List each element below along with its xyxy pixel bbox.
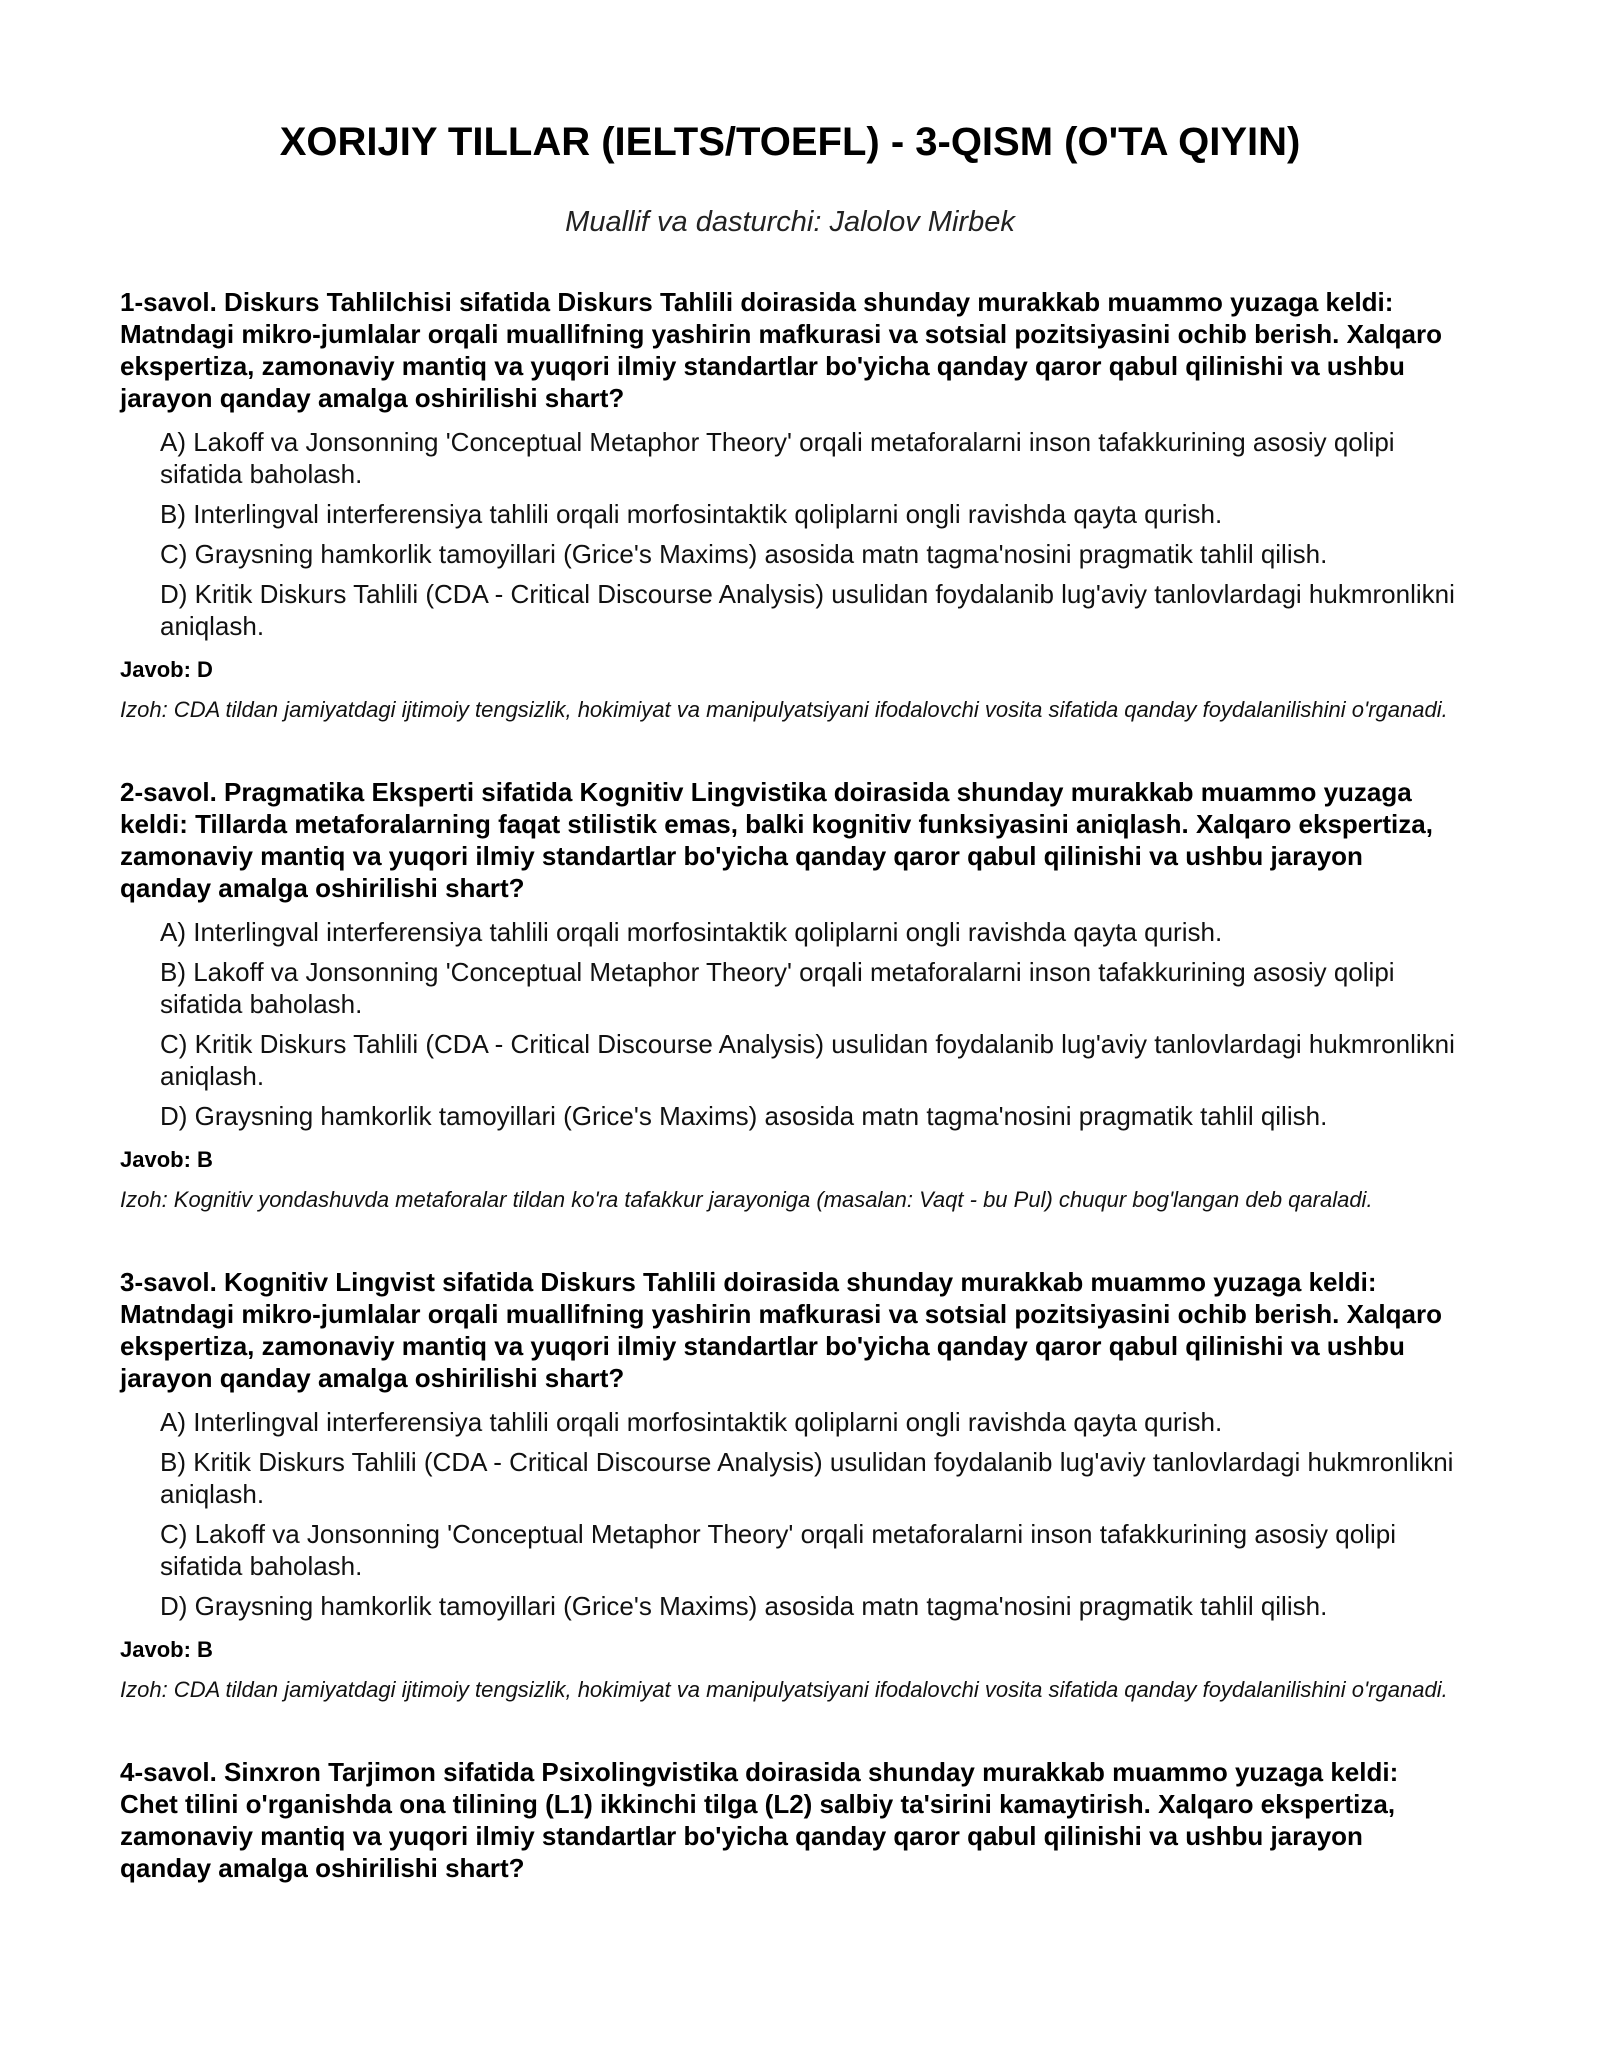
option-d: D) Graysning hamkorlik tamoyillari (Grice's Maxims) asosida matn tagma'nosini pragmatik tahlil qilish.: [160, 1591, 1328, 1621]
option-c: C) Kritik Diskurs Tahlili (CDA - Critical Discourse Analysis) usulidan foydalanib lug'aviy tanlovlardagi hukmronlikni aniqlash.: [160, 1029, 1455, 1091]
option-a: A) Lakoff va Jonsonning 'Conceptual Metaphor Theory' orqali metaforalarni inson tafakkurining asosiy qolipi sifatida baholash.: [160, 427, 1395, 489]
question-block: [120, 1266, 1460, 1706]
explanation-note: Izoh: CDA tildan jamiyatdagi ijtimoiy tengsizlik, hokimiyat va manipulyatsiyani ifodalovchi vosita sifatida qanday foydalanilishini o'rganadi.: [120, 1677, 1448, 1702]
document-subtitle: Muallif va dasturchi: Jalolov Mirbek: [565, 206, 1015, 238]
question-text: 2-savol. Pragmatika Eksperti sifatida Kognitiv Lingvistika doirasida shunday murakkab muammo yuzaga keldi: Tillarda metaforalarning faqat stilistik emas, balki kognitiv funksiyasini aniqlash. Xalqaro ekspertiza, zamonaviy mantiq va yuqori ilmiy standartlar bo'yicha qanday qaror qabul qilinishi va ushbu jarayon qanday amalga oshirilishi shart?: [120, 777, 1433, 903]
option-d: D) Kritik Diskurs Tahlili (CDA - Critical Discourse Analysis) usulidan foydalanib lug'aviy tanlovlardagi hukmronlikni aniqlash.: [160, 579, 1455, 641]
document-title: XORIJIY TILLAR (IELTS/TOEFL) - 3-QISM (O'TA QIYIN): [279, 120, 1301, 164]
option-c: C) Lakoff va Jonsonning 'Conceptual Metaphor Theory' orqali metaforalarni inson tafakkurining asosiy qolipi sifatida baholash.: [160, 1519, 1396, 1581]
option-a: A) Interlingval interferensiya tahlili orqali morfosintaktik qoliplarni ongli ravishda qayta qurish.: [160, 917, 1223, 947]
question-block: [120, 286, 1460, 726]
answer-label: Javob: D: [120, 657, 213, 682]
option-b: B) Lakoff va Jonsonning 'Conceptual Metaphor Theory' orqali metaforalarni inson tafakkurining asosiy qolipi sifatida baholash.: [160, 957, 1395, 1019]
answer-label: Javob: B: [120, 1147, 213, 1172]
question-block: [120, 776, 1460, 1216]
answer-label: Javob: B: [120, 1637, 213, 1662]
option-list: [120, 426, 1460, 642]
question-text: 3-savol. Kognitiv Lingvist sifatida Diskurs Tahlili doirasida shunday murakkab muammo yuzaga keldi: Matndagi mikro-jumlalar orqali muallifning yashirin mafkurasi va sotsial pozitsiyasini ochib berish. Xalqaro ekspertiza, zamonaviy mantiq va yuqori ilmiy standartlar bo'yicha qanday qaror qabul qilinishi va ushbu jarayon qanday amalga oshirilishi shart?: [120, 1267, 1443, 1393]
option-b: B) Interlingval interferensiya tahlili orqali morfosintaktik qoliplarni ongli ravishda qayta qurish.: [160, 499, 1223, 529]
question-block: [120, 1756, 1460, 1884]
question-list: [120, 286, 1460, 1934]
explanation-note: Izoh: CDA tildan jamiyatdagi ijtimoiy tengsizlik, hokimiyat va manipulyatsiyani ifodalovchi vosita sifatida qanday foydalanilishini o'rganadi.: [120, 697, 1448, 722]
explanation-note: Izoh: Kognitiv yondashuvda metaforalar tildan ko'ra tafakkur jarayoniga (masalan: Vaqt - bu Pul) chuqur bog'langan deb qaraladi.: [120, 1187, 1373, 1212]
option-list: [120, 916, 1460, 1132]
option-list: [120, 1406, 1460, 1622]
question-text: 4-savol. Sinxron Tarjimon sifatida Psixolingvistika doirasida shunday murakkab muammo yuzaga keldi: Chet tilini o'rganishda ona tilining (L1) ikkinchi tilga (L2) salbiy ta'sirini kamaytirish. Xalqaro ekspertiza, zamonaviy mantiq va yuqori ilmiy standartlar bo'yicha qanday qaror qabul qilinishi va ushbu jarayon qanday amalga oshirilishi shart?: [120, 1757, 1399, 1883]
option-b: B) Kritik Diskurs Tahlili (CDA - Critical Discourse Analysis) usulidan foydalanib lug'aviy tanlovlardagi hukmronlikni aniqlash.: [160, 1447, 1454, 1509]
option-a: A) Interlingval interferensiya tahlili orqali morfosintaktik qoliplarni ongli ravishda qayta qurish.: [160, 1407, 1223, 1437]
question-text: 1-savol. Diskurs Tahlilchisi sifatida Diskurs Tahlili doirasida shunday murakkab muammo yuzaga keldi: Matndagi mikro-jumlalar orqali muallifning yashirin mafkurasi va sotsial pozitsiyasini ochib berish. Xalqaro ekspertiza, zamonaviy mantiq va yuqori ilmiy standartlar bo'yicha qanday qaror qabul qilinishi va ushbu jarayon qanday amalga oshirilishi shart?: [120, 287, 1443, 413]
option-d: D) Graysning hamkorlik tamoyillari (Grice's Maxims) asosida matn tagma'nosini pragmatik tahlil qilish.: [160, 1101, 1328, 1131]
option-c: C) Graysning hamkorlik tamoyillari (Grice's Maxims) asosida matn tagma'nosini pragmatik tahlil qilish.: [160, 539, 1328, 569]
